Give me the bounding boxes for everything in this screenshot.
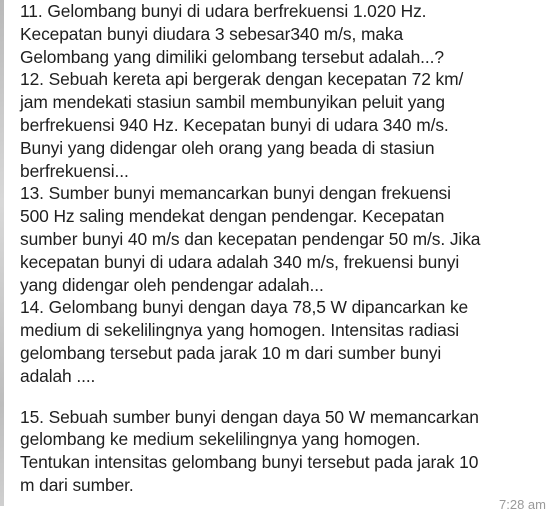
text-line: m dari sumber. — [20, 474, 134, 495]
text-line: Gelombang yang dimiliki gelombang tersebut adalah...? — [20, 46, 444, 67]
text-line: 12. Sebuah kereta api bergerak dengan kecepatan 72 km/ — [20, 69, 464, 90]
message-timestamp: 7:28 am — [499, 497, 546, 512]
text-line: 13. Sumber bunyi memancarkan bunyi dengan frekuensi — [20, 183, 451, 204]
text-line: medium di sekelilingnya yang homogen. Intensitas radiasi — [20, 320, 460, 341]
text-line: 14. Gelombang bunyi dengan daya 78,5 W dipancarkan ke — [20, 297, 469, 318]
text-line: berfrekuensi 940 Hz. Kecepatan bunyi di udara 340 m/s. — [20, 114, 449, 135]
text-line: 500 Hz saling mendekat dengan pendengar. Kecepatan — [20, 206, 445, 227]
text-line: yang didengar oleh pendengar adalah... — [20, 274, 324, 295]
text-line: 11. Gelombang bunyi di udara berfrekuensi 1.020 Hz. — [20, 1, 427, 21]
left-edge-shadow — [0, 0, 4, 506]
text-line: adalah .... — [20, 365, 96, 386]
text-line: 15. Sebuah sumber bunyi dengan daya 50 W memancarkan — [20, 406, 479, 427]
question-text — [20, 0, 540, 497]
text-line: Kecepatan bunyi diudara 3 sebesar340 m/s, maka — [20, 23, 404, 44]
text-line: Tentukan intensitas gelombang bunyi tersebut pada jarak 10 — [20, 452, 479, 473]
text-line: jam mendekati stasiun sambil membunyikan peluit yang — [20, 92, 445, 113]
text-line: berfrekuensi... — [20, 160, 129, 181]
text-line: gelombang ke medium sekelilingnya yang homogen. — [20, 429, 421, 450]
text-line: gelombang tersebut pada jarak 10 m dari sumber bunyi — [20, 342, 442, 363]
text-line: sumber bunyi 40 m/s dan kecepatan pendengar 50 m/s. Jika — [20, 228, 481, 249]
text-line: kecepatan bunyi di udara adalah 340 m/s, frekuensi bunyi — [20, 251, 460, 272]
text-line: Bunyi yang didengar oleh orang yang beada di stasiun — [20, 137, 435, 158]
paragraph-gap — [20, 388, 540, 406]
